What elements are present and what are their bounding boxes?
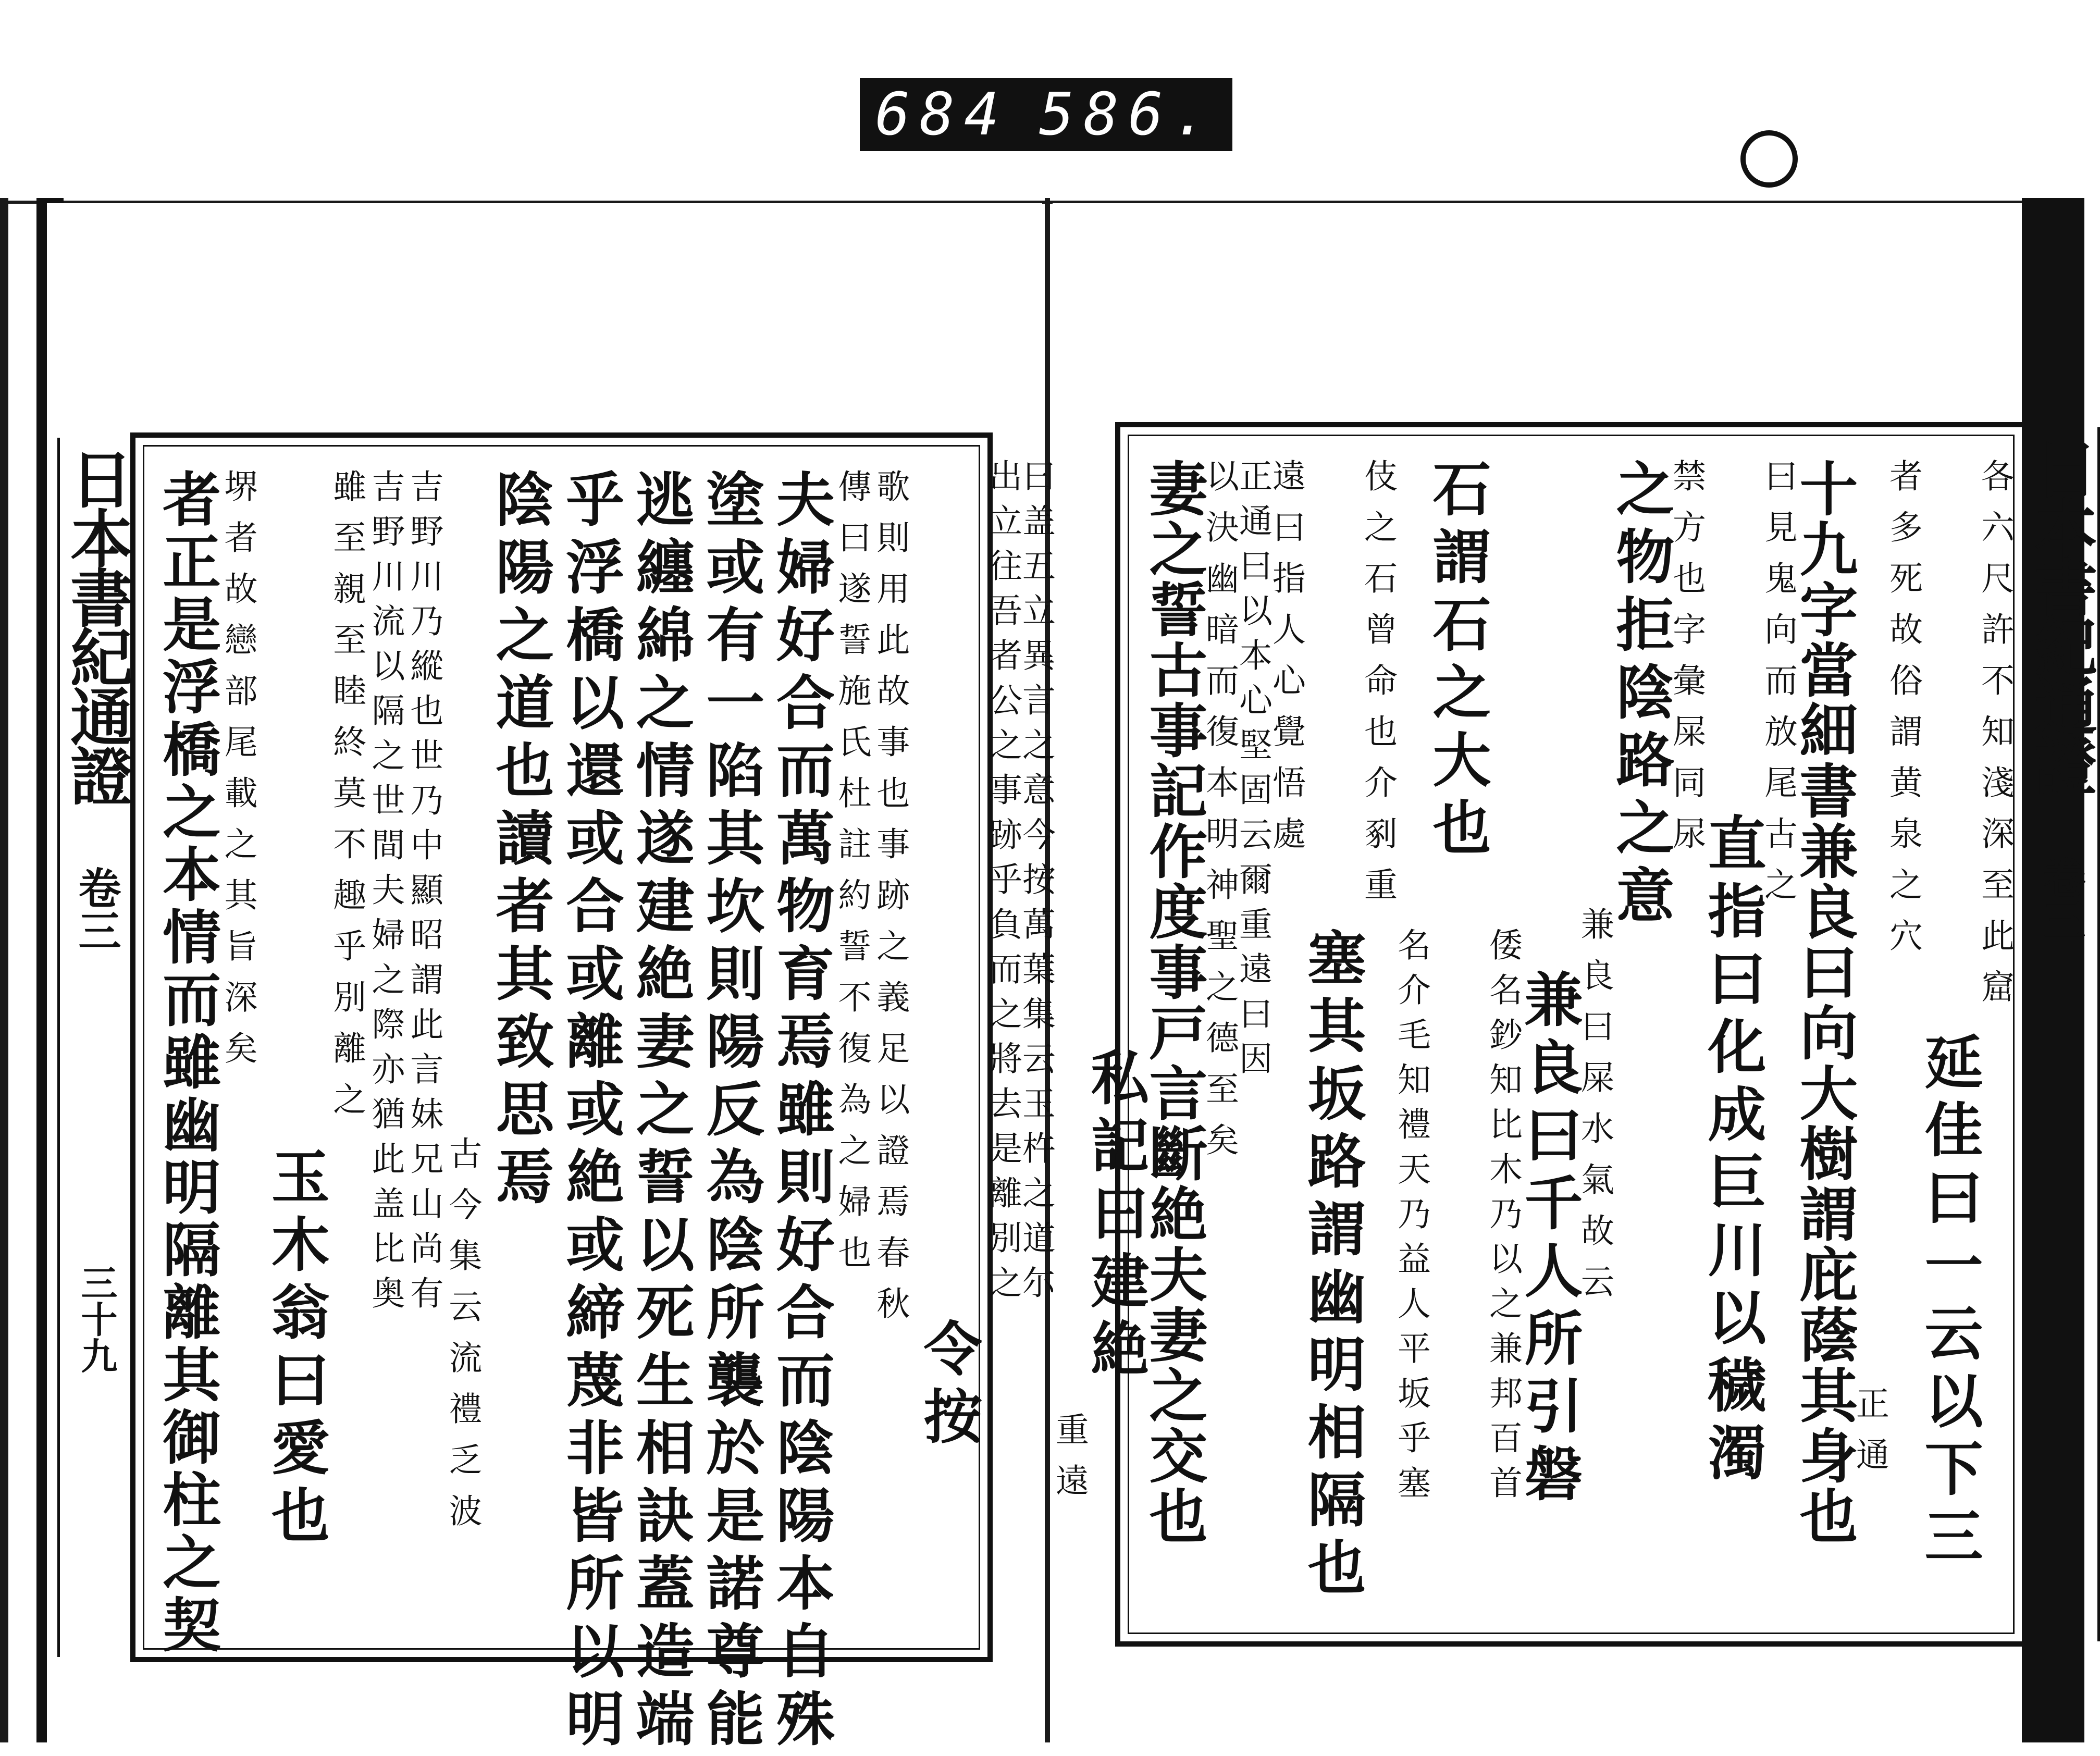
catalog-number-left: 684: [875, 81, 1009, 149]
text-column: 十九字當細書兼良曰向大樹謂庇蔭其身也: [1790, 459, 1858, 1547]
catalog-number-right: 586.: [1039, 81, 1217, 149]
text-column: 名介毛知禮天乃益人平坂乎塞: [1392, 928, 1430, 1510]
text-column: 正通曰以本心堅固云爾重遠曰因: [1233, 459, 1272, 1086]
text-column: 夫婦好合而萬物育焉雖則好合而陰陽本自殊: [767, 469, 835, 1756]
text-column: 禁方也字彙屎同尿: [1667, 459, 1706, 867]
text-column: 者多死故俗謂黄泉之穴: [1884, 459, 1922, 969]
text-column: 兼良曰千人所引磐: [1515, 969, 1583, 1511]
text-column: 妻之誓古事記作度事戸言斷絶夫妻之交也: [1140, 459, 1208, 1547]
ink-mark: [1740, 130, 1798, 188]
text-column: 堺者故戀部尾載之其旨深矣: [218, 469, 257, 1082]
text-column: 出立往吾者公之事跡乎負而之將去是離別之: [983, 459, 1022, 1310]
text-column: 石謂石之大也: [1423, 459, 1491, 865]
right-page-frame: [983, 422, 2098, 1647]
text-column: 塞其坂路謂幽明相隔也: [1298, 928, 1366, 1605]
text-column: 曰見鬼向而放尾古之: [1759, 459, 1797, 918]
text-column: 遠曰指人心覺悟處: [1267, 459, 1305, 867]
text-column: 者正是浮橋之本情而雖幽明隔離其御柱之契: [153, 469, 221, 1657]
running-volume: 卷三: [2036, 856, 2086, 941]
text-column: 之物拒陰路之意: [1607, 459, 1675, 933]
right-text-body: [983, 459, 2014, 1610]
text-column: 直指曰化成巨川以穢濁: [1698, 813, 1767, 1490]
text-column: 令按: [914, 1318, 982, 1454]
text-column: 延佳曰一云以下三: [1915, 1032, 1983, 1574]
running-title: 日本書紀通證: [2024, 437, 2098, 793]
left-running-title: [57, 438, 135, 1657]
text-column: 正通: [1850, 1386, 1889, 1488]
right-running-title: [2022, 427, 2100, 1641]
text-column: 各六尺許不知淺深至此窟: [1975, 459, 2014, 1020]
page-number: 三十九: [75, 1264, 118, 1374]
text-column: 傳曰遂誓施氏杜註約誓不復為之婦也: [832, 469, 871, 1286]
text-column: 重遠: [1050, 1412, 1089, 1514]
text-column: 乎浮橋以還或合或離或絶或締蔑非皆所以明: [556, 469, 625, 1756]
text-column: 歌則用此故事也事跡之義足以證焉春秋: [871, 469, 910, 1337]
scan-edge-left: [0, 198, 8, 1742]
running-title: 日本書紀通證: [60, 447, 133, 803]
text-column: 兼良曰屎水氣故云: [1575, 907, 1614, 1315]
text-column: 以決幽暗而復本明神聖之德至矣: [1200, 459, 1239, 1173]
text-column: 吉野川乃縱也世乃中顯昭謂此言妹兄山尚有: [404, 469, 443, 1320]
text-column: 吉野川流以隔之世間夫婦之際亦猶此盖比奥: [366, 469, 405, 1320]
text-column: 陰陽之道也讀者其致思焉: [486, 469, 554, 1214]
text-column: 雖至親至睦終莫不趣乎別離之: [327, 469, 366, 1133]
left-text-body: [146, 469, 982, 1756]
text-column: 伎之石曾命也介剢重: [1358, 459, 1397, 918]
running-volume: 卷三: [71, 866, 121, 951]
text-column: 古今集云流禮乏波: [443, 1136, 482, 1544]
text-column: 塗或有一陷其坎則陽反為陰所襲於是諾尊能: [696, 469, 765, 1756]
text-column: 曰盖五立異言之意今按萬葉集云玉杵之道尓: [1017, 459, 1055, 1310]
text-column: 逃纏綿之情遂建絶妻之誓以死生相訣蓋造端: [626, 469, 695, 1756]
text-column: 私記曰建絶: [1081, 1047, 1150, 1386]
left-page: [47, 203, 1042, 1756]
text-column: 倭名鈔知比木乃以之兼邦百首: [1484, 928, 1522, 1510]
text-column: 玉木翁曰愛也: [262, 1146, 330, 1553]
catalog-number-tag: [860, 78, 1232, 151]
left-page-frame: [60, 432, 993, 1756]
right-page: [983, 203, 2098, 1742]
